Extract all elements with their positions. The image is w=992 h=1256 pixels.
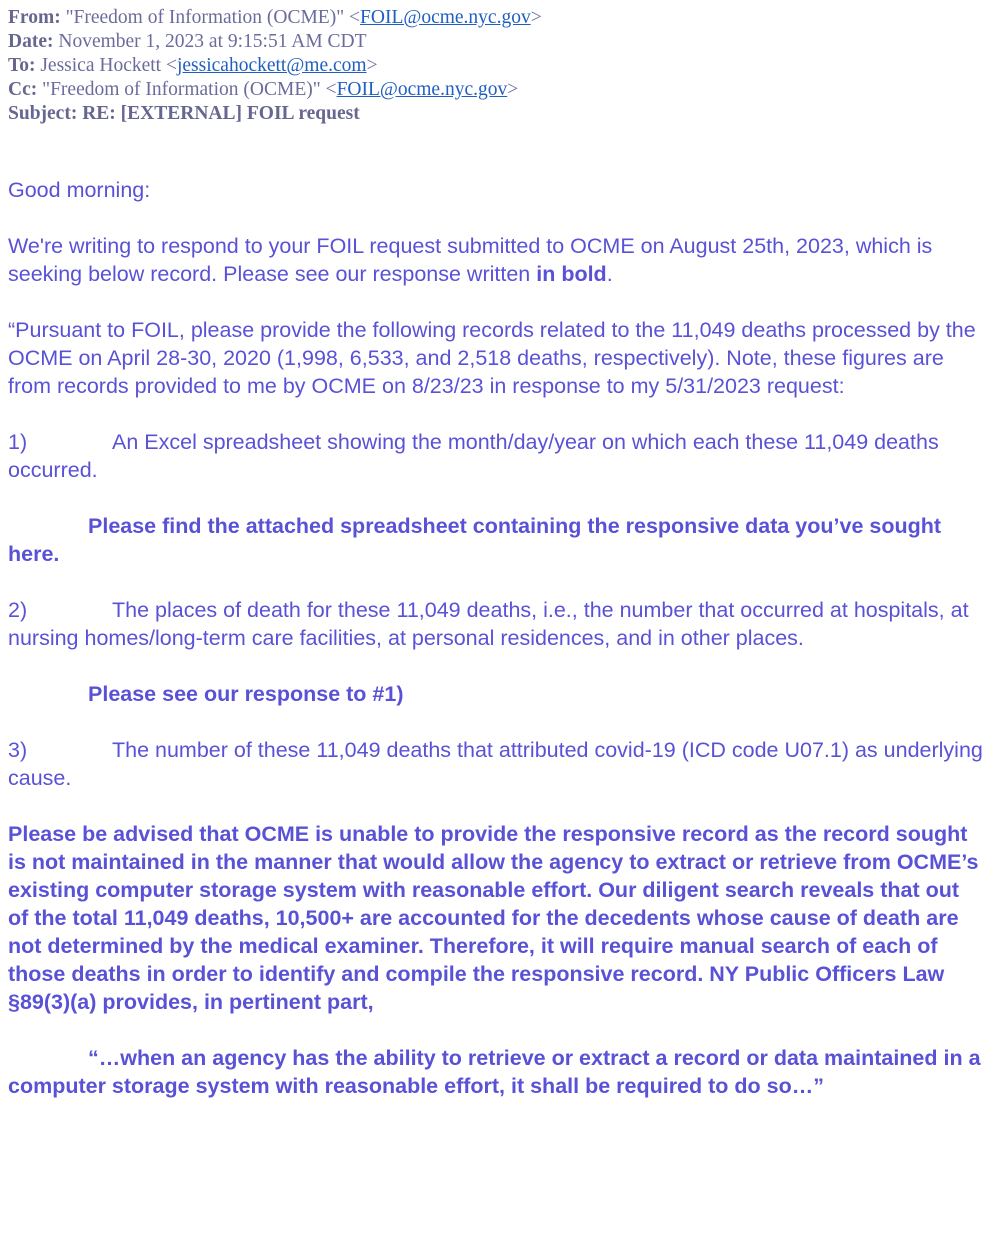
- cc-email-link[interactable]: FOIL@ocme.nyc.gov: [336, 79, 508, 100]
- greeting: Good morning:: [8, 178, 151, 202]
- email-message: [8, 6, 984, 1128]
- from-close: >: [530, 7, 542, 28]
- to-label: To:: [8, 55, 36, 76]
- item-3-number: 3): [8, 738, 28, 762]
- subject-label: Subject:: [8, 103, 78, 124]
- cc-name: "Freedom of Information (OCME)" <: [42, 79, 337, 100]
- item-3: [8, 736, 984, 792]
- response-1-text: Please find the attached spreadsheet containing the responsive data you’ve sought here.: [8, 514, 942, 566]
- quote-text: “…when an agency has the ability to retrieve or extract a record or data maintained in a computer storage system with reasonable effort, it shall be required to do so…”: [8, 1046, 981, 1098]
- from-email-link[interactable]: FOIL@ocme.nyc.gov: [360, 7, 531, 28]
- item-2: [8, 596, 984, 652]
- email-headers: [8, 6, 984, 126]
- date-value: November 1, 2023 at 9:15:51 AM CDT: [58, 31, 367, 52]
- from-name: "Freedom of Information (OCME)" <: [65, 7, 361, 28]
- item-3-text: The number of these 11,049 deaths that attributed covid-19 (ICD code U07.1) as underlying cause.: [8, 738, 983, 790]
- date-label: Date:: [8, 31, 54, 52]
- cc-label: Cc:: [8, 79, 38, 100]
- intro-paragraph: [8, 232, 984, 288]
- law-quote: [8, 1044, 984, 1100]
- response-1: [8, 512, 984, 568]
- date-row: [8, 30, 984, 54]
- from-row: [8, 6, 984, 30]
- item-2-number: 2): [8, 598, 28, 622]
- to-row: [8, 54, 984, 78]
- item-1-text: An Excel spreadsheet showing the month/day/year on which each these 11,049 deaths occurred.: [8, 430, 939, 482]
- item-2-text: The places of death for these 11,049 deaths, i.e., the number that occurred at hospitals, at nursing homes/long-term care facilities, at personal residences, and in other places.: [8, 598, 969, 650]
- subject-value: RE: [EXTERNAL] FOIL request: [82, 103, 360, 124]
- subject-row: [8, 102, 984, 126]
- item-1: [8, 428, 984, 484]
- intro-end: .: [606, 262, 613, 286]
- item-1-number: 1): [8, 430, 28, 454]
- response-2: [8, 680, 984, 708]
- email-body: [8, 176, 984, 1100]
- cc-row: [8, 78, 984, 102]
- response-2-text: Please see our response to #1): [88, 682, 404, 706]
- intro-bold: in bold: [536, 262, 607, 286]
- intro-text: We're writing to respond to your FOIL request submitted to OCME on August 25th, 2023, which is seeking below record. Please see our response written: [8, 234, 933, 286]
- request-paragraph: “Pursuant to FOIL, please provide the following records related to the 11,049 deaths processed by the OCME on April 28-30, 2020 (1,998, 6,533, and 2,518 deaths, respectively). Note, these figures are from records provided to me by OCME on 8/23/23 in response to my 5/31/2023 request:: [8, 318, 976, 398]
- from-label: From:: [8, 7, 61, 28]
- to-email-link[interactable]: jessicahockett@me.com: [176, 55, 367, 76]
- cc-close: >: [507, 79, 519, 100]
- response-3: Please be advised that OCME is unable to provide the responsive record as the record sought is not maintained in the manner that would allow the agency to extract or retrieve from OCME’s existing computer storage system with reasonable effort. Our diligent search reveals that out of the total 11,049 deaths, 10,500+ are accounted for the decedents whose cause of death are not determined by the medical examiner. Therefore, it will require manual search of each of those deaths in order to identify and compile the responsive record. NY Public Officers Law §89(3)(a) provides, in pertinent part,: [8, 822, 979, 1014]
- to-close: >: [366, 55, 378, 76]
- to-name: Jessica Hockett <: [40, 55, 177, 76]
